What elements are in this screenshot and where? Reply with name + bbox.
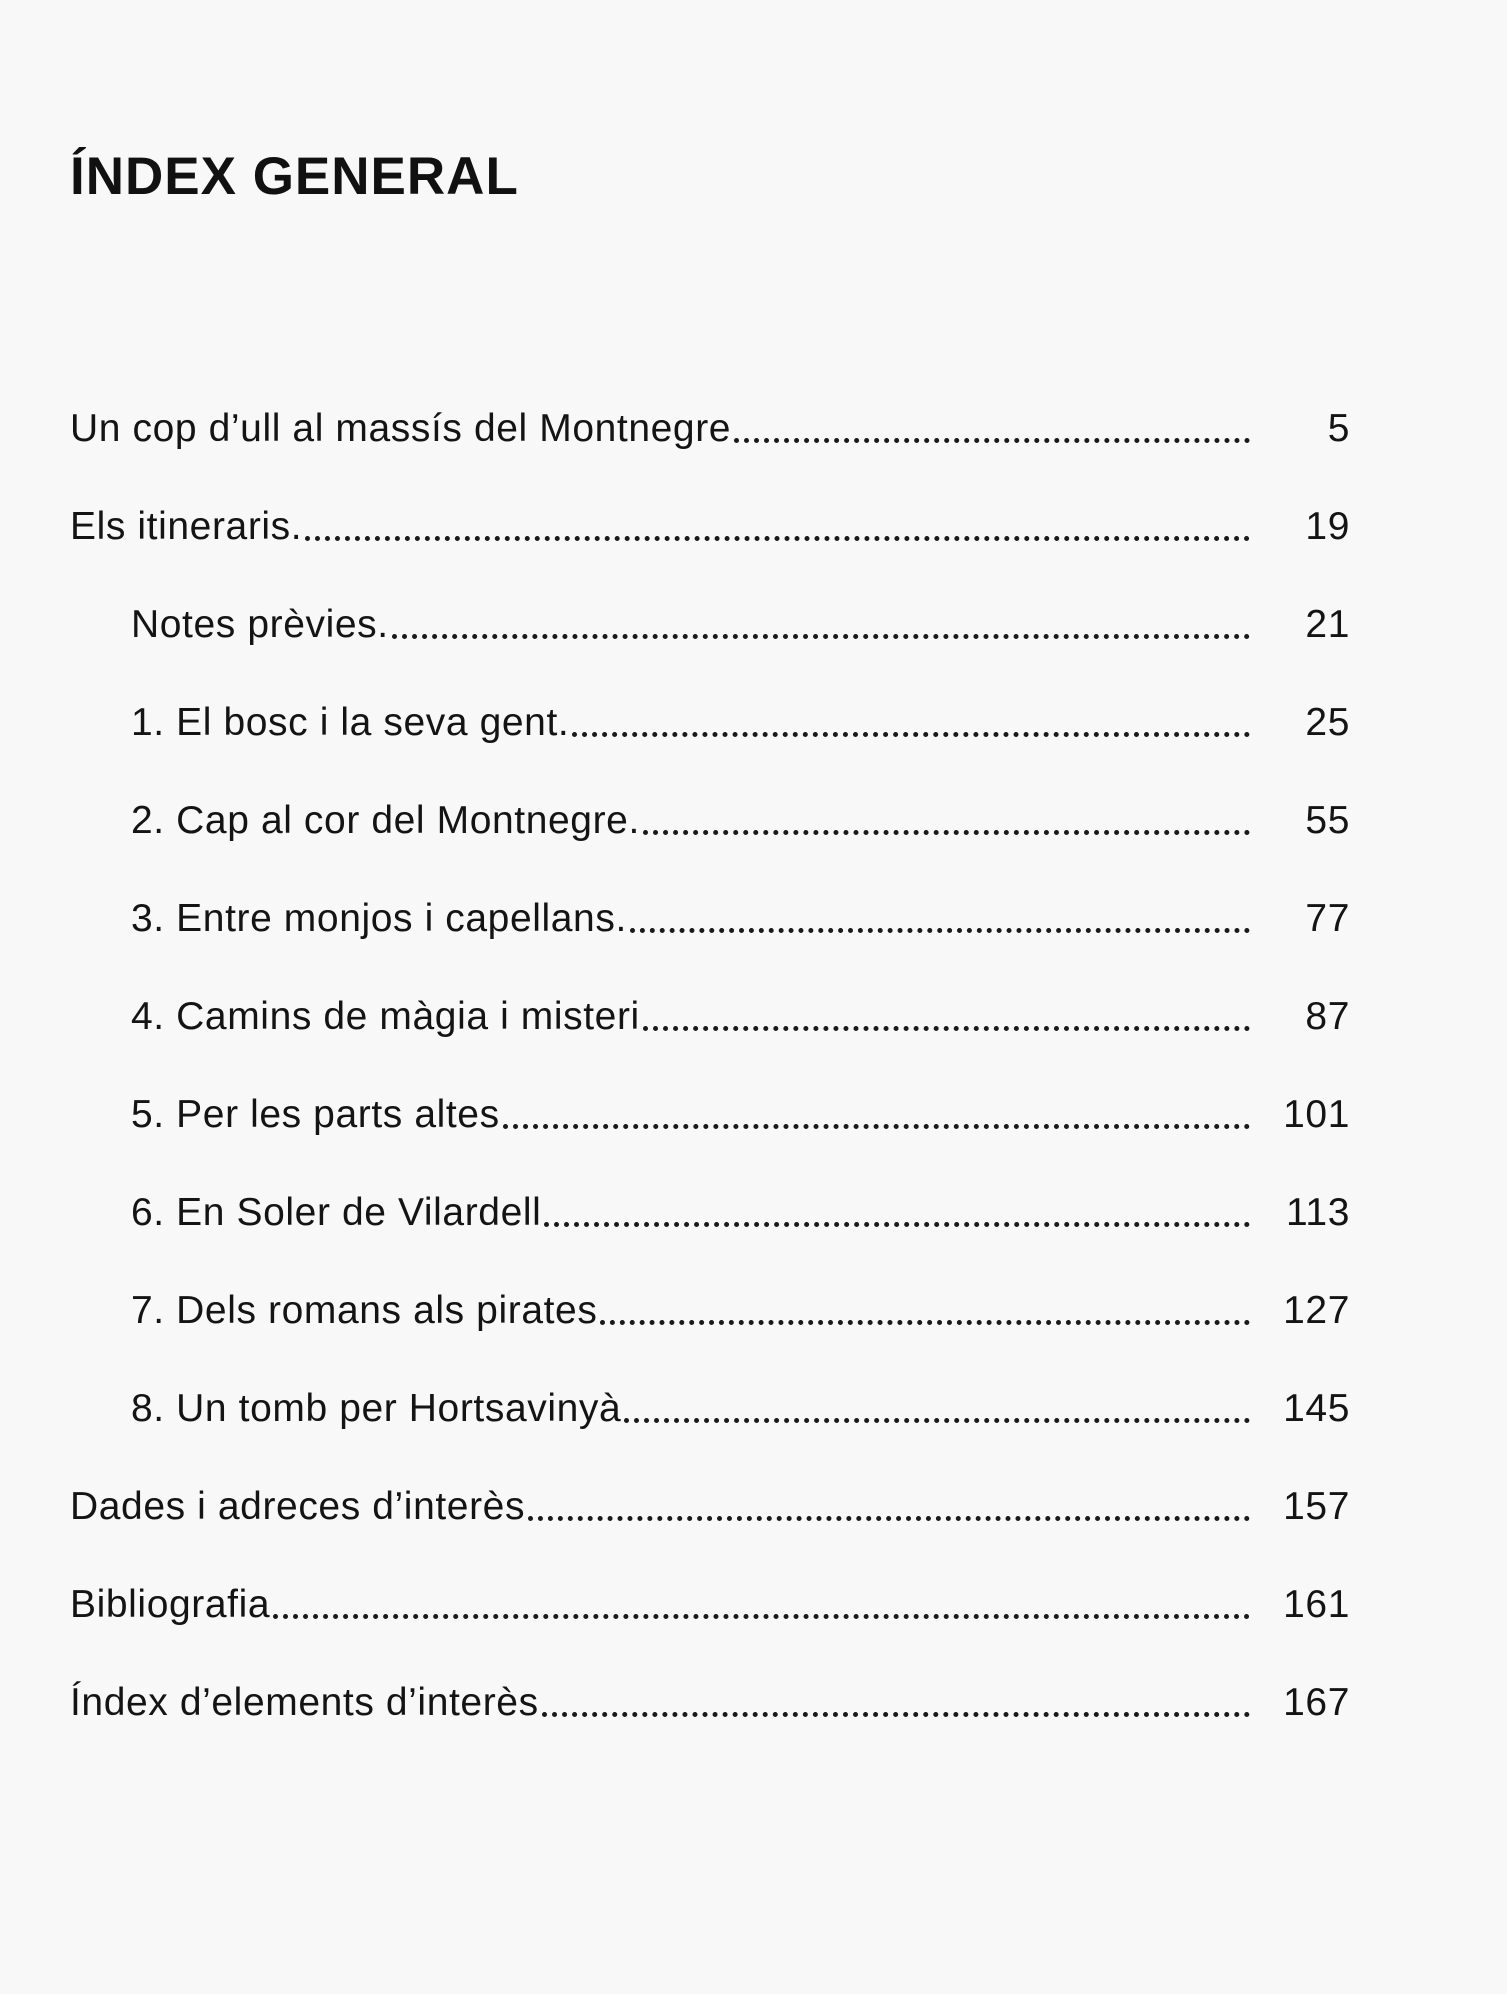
dot-leader <box>624 1418 1250 1423</box>
toc-entry-itinerary-3[interactable] <box>131 882 1350 942</box>
toc-entry-itinerary-5[interactable] <box>131 1078 1350 1138</box>
toc-entry-label: 1. El bosc i la seva gent. <box>131 701 570 744</box>
toc-entry-page-number: 161 <box>1283 1583 1350 1626</box>
dot-leader <box>528 1516 1250 1521</box>
toc-entry-els-itineraris[interactable] <box>70 490 1350 550</box>
toc-entry-notes-previes[interactable] <box>131 588 1350 648</box>
toc-entry-page-number: 87 <box>1305 995 1350 1038</box>
dot-leader <box>503 1124 1250 1129</box>
dot-leader <box>734 438 1250 443</box>
toc-entry-page-number: 77 <box>1305 897 1350 940</box>
dot-leader <box>572 732 1250 737</box>
toc-entry-page-number: 127 <box>1283 1289 1350 1332</box>
toc-entry-label: Bibliografia <box>70 1583 271 1626</box>
dot-leader <box>392 634 1250 639</box>
toc-entry-page-number: 157 <box>1283 1485 1350 1528</box>
toc-entry-label: Els itineraris. <box>70 505 303 548</box>
toc-entry-page-number: 55 <box>1305 799 1350 842</box>
toc-entry-itinerary-1[interactable] <box>131 686 1350 746</box>
toc-entry-un-cop-dull[interactable] <box>70 392 1350 452</box>
toc-entry-page-number: 25 <box>1305 701 1350 744</box>
toc-entry-page-number: 113 <box>1286 1191 1350 1234</box>
toc-entry-bibliografia[interactable] <box>70 1568 1350 1628</box>
toc-entry-label: Notes prèvies. <box>131 603 389 646</box>
dot-leader <box>600 1320 1250 1325</box>
toc-entry-label: Un cop d’ull al massís del Montnegre <box>70 407 732 450</box>
toc-entry-label: 7. Dels romans als pirates <box>131 1289 598 1332</box>
toc-entry-itinerary-4[interactable] <box>131 980 1350 1040</box>
dot-leader <box>643 830 1250 835</box>
toc-entry-itinerary-2[interactable] <box>131 784 1350 844</box>
dot-leader <box>273 1614 1250 1619</box>
toc-entry-itinerary-7[interactable] <box>131 1274 1350 1334</box>
toc-entry-label: 5. Per les parts altes <box>131 1093 500 1136</box>
toc-entry-label: 8. Un tomb per Hortsavinyà <box>131 1387 622 1430</box>
dot-leader <box>544 1222 1250 1227</box>
toc-entry-page-number: 19 <box>1305 505 1350 548</box>
toc-entry-page-number: 167 <box>1283 1681 1350 1724</box>
toc-entry-page-number: 101 <box>1283 1093 1350 1136</box>
toc-entry-itinerary-8[interactable] <box>131 1372 1350 1432</box>
toc-entry-label: 6. En Soler de Vilardell <box>131 1191 542 1234</box>
toc-entry-label: Índex d’elements d’interès <box>70 1681 539 1724</box>
toc-entry-page-number: 21 <box>1305 603 1350 646</box>
toc-entry-index-elements[interactable] <box>70 1666 1350 1726</box>
toc-entry-label: 3. Entre monjos i capellans. <box>131 897 627 940</box>
toc-entry-page-number: 5 <box>1327 407 1350 450</box>
toc-entry-label: Dades i adreces d’interès <box>70 1485 526 1528</box>
dot-leader <box>630 928 1250 933</box>
dot-leader <box>305 536 1250 541</box>
toc-entry-page-number: 145 <box>1283 1387 1350 1430</box>
page-title: ÍNDEX GENERAL <box>70 147 519 206</box>
toc-entry-itinerary-6[interactable] <box>131 1176 1350 1236</box>
dot-leader <box>542 1712 1250 1717</box>
toc-entry-dades-i-adreces[interactable] <box>70 1470 1350 1530</box>
toc-entry-label: 2. Cap al cor del Montnegre. <box>131 799 640 842</box>
toc-entry-label: 4. Camins de màgia i misteri <box>131 995 640 1038</box>
dot-leader <box>643 1026 1250 1031</box>
